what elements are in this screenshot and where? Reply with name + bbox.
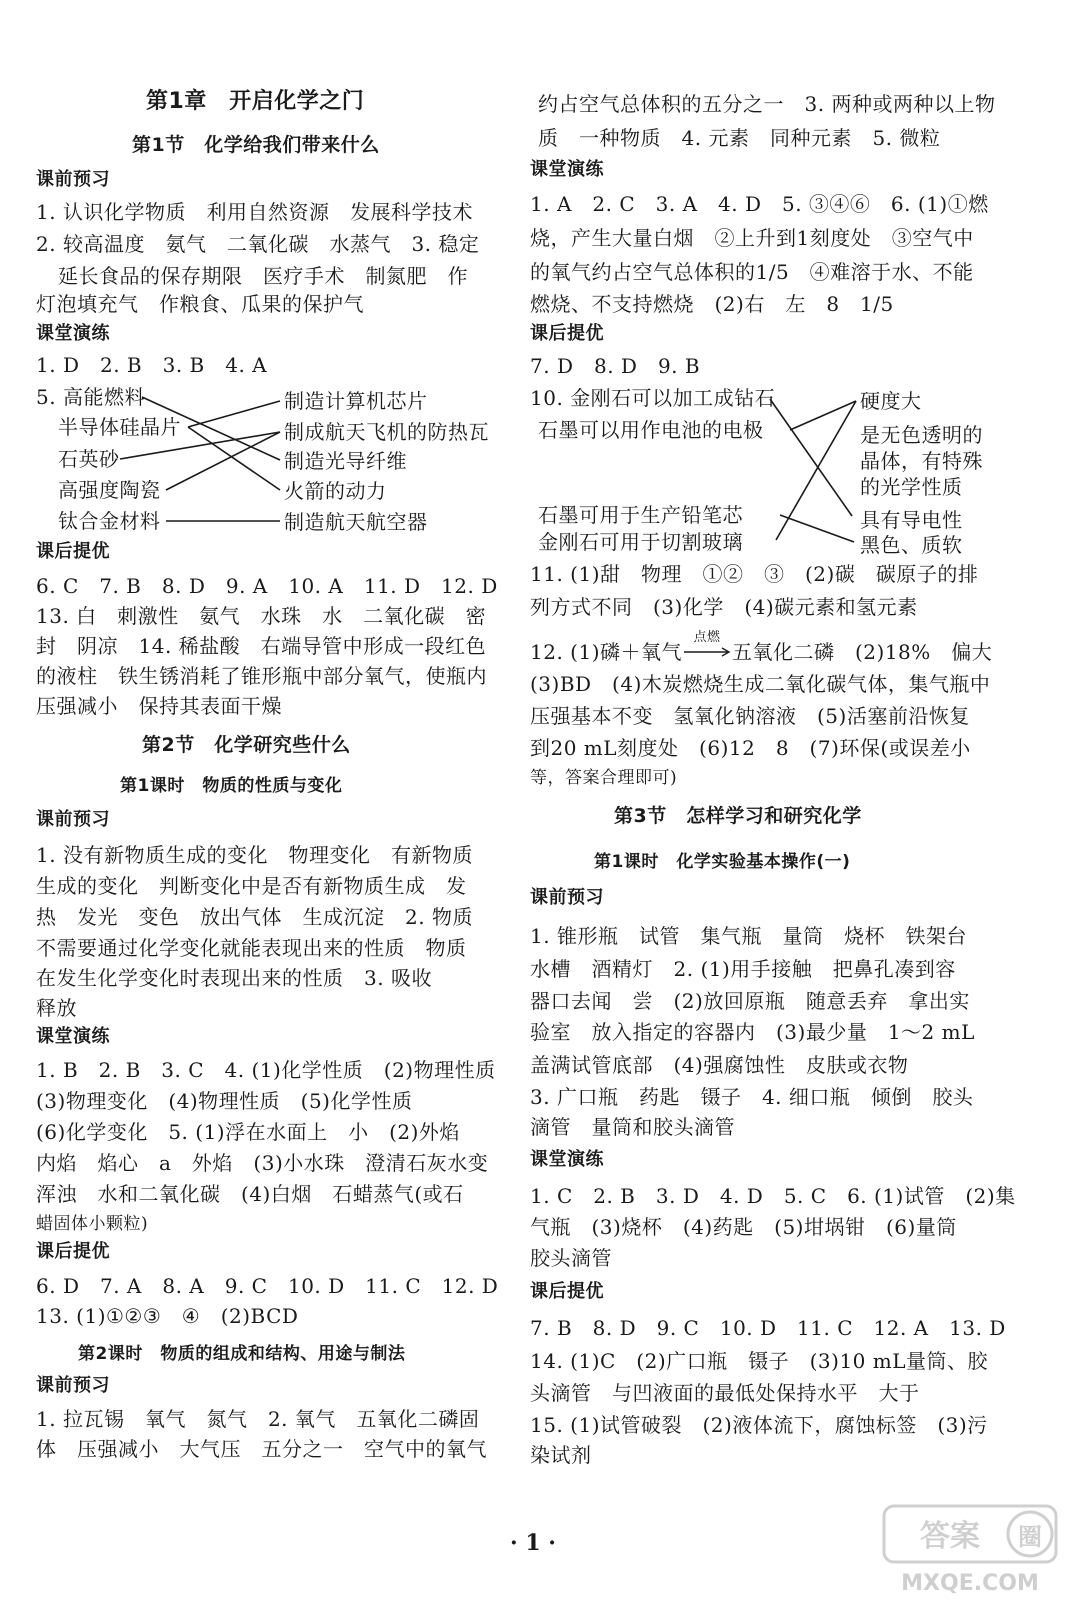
answer-line: 1. C 2. B 3. D 4. D 5. C 6. (1)试管 (2)集 [530, 1184, 1016, 1208]
answer-line: 压强基本不变 氢氧化钠溶液 (5)活塞前沿恢复 [530, 704, 970, 728]
match-right-item: 火箭的动力 [284, 479, 387, 503]
match-right-item: 的光学性质 [860, 475, 963, 499]
answer-line: 验室 放入指定的容器内 (3)最少量 1～2 mL [530, 1020, 975, 1044]
page-number: · 1 · [510, 1530, 556, 1556]
section-label: 课堂演练 [36, 1026, 110, 1047]
match-right-item: 制成航天飞机的防热瓦 [284, 420, 489, 444]
section-label: 课前预习 [36, 169, 110, 190]
section-label: 课前预习 [530, 887, 604, 908]
answer-line: 体 压强减小 大气压 五分之一 空气中的氧气 [36, 1437, 487, 1461]
svg-text:答案: 答案 [920, 1519, 980, 1554]
equation-line [530, 630, 993, 664]
answer-line: 浑浊 水和二氧化碳 (4)白烟 石蜡蒸气(或石 [36, 1182, 464, 1206]
answer-line: 质 一种物质 4. 元素 同种元素 5. 微粒 [538, 126, 941, 150]
section-title: 第2节 化学研究些什么 [142, 734, 351, 756]
answer-line: 压强减小 保持其表面干燥 [36, 694, 282, 718]
section-title: 第3节 怎样学习和研究化学 [614, 805, 862, 827]
answer-line: (3)物理变化 (4)物理性质 (5)化学性质 [36, 1089, 413, 1113]
answer-line: 燃烧、不支持燃烧 (2)右 左 8 1/5 [530, 292, 894, 316]
match-line [770, 399, 852, 516]
section-label: 课前预习 [36, 809, 110, 830]
answer-line: 的液柱 铁生锈消耗了锥形瓶中部分氧气，使瓶内 [36, 664, 487, 688]
chapter-title: 第1章 开启化学之门 [146, 89, 365, 114]
answer-line: 等，答案合理即可) [530, 768, 678, 788]
answer-line: 释放 [36, 996, 77, 1020]
match-left-item: 石墨可以用作电池的电极 [538, 418, 764, 442]
answer-line: (6)化学变化 5. (1)浮在水面上 小 (2)外焰 [36, 1120, 460, 1144]
match-left-item: 金刚石可用于切割玻璃 [538, 530, 743, 554]
match-right-item: 制造光导纤维 [284, 449, 407, 473]
answer-line: 不需要通过化学变化就能表现出来的性质 物质 [36, 936, 467, 960]
answer-line: 到20 mL刻度处 (6)12 8 (7)环保(或误差小 [530, 736, 971, 760]
match-left-item: 钛合金材料 [58, 509, 161, 533]
answer-line: 染试剂 [530, 1443, 592, 1467]
svg-text:圈: 圈 [1018, 1523, 1042, 1551]
section-label: 课堂演练 [36, 323, 110, 344]
answer-line: 13. (1)①②③ ④ (2)BCD [36, 1304, 299, 1328]
match-left-item: 10. 金刚石可以加工成钻石 [530, 386, 776, 410]
match-line [776, 401, 856, 540]
match-left-item: 石墨可用于生产铅笔芯 [538, 503, 743, 527]
answer-line: 封 阴凉 14. 稀盐酸 右端导管中形成一段红色 [36, 634, 487, 658]
answer-line: 1. 没有新物质生成的变化 物理变化 有新物质 [36, 843, 473, 867]
answer-line: 6. D 7. A 8. A 9. C 10. D 11. C 12. D [36, 1274, 499, 1298]
answer-line: 热 发光 变色 放出气体 生成沉淀 2. 物质 [36, 905, 473, 929]
answer-line: 7. D 8. D 9. B [530, 354, 701, 378]
match-right-item: 制造航天航空器 [284, 510, 428, 534]
match-right-item: 硬度大 [860, 389, 922, 413]
answer-line: 盖满试管底部 (4)强腐蚀性 皮肤或衣物 [530, 1053, 909, 1077]
answer-line: 延长食品的保存期限 医疗手术 制氮肥 作 [58, 264, 468, 288]
answer-line: 列方式不同 (3)化学 (4)碳元素和氢元素 [530, 595, 918, 619]
section-label: 课后提优 [36, 1241, 110, 1262]
match-right-item: 是无色透明的 [860, 423, 983, 447]
section-label: 课前预习 [36, 1375, 110, 1396]
answer-line: 1. 锥形瓶 试管 集气瓶 量筒 烧杯 铁架台 [530, 924, 967, 948]
answer-line: 的氧气约占空气总体积的1/5 ④难溶于水、不能 [530, 260, 974, 284]
match-line [790, 401, 856, 430]
section-label: 课后提优 [530, 1281, 604, 1302]
answer-line: 1. D 2. B 3. B 4. A [36, 353, 268, 377]
answer-line: 1. 拉瓦锡 氧气 氮气 2. 氧气 五氧化二磷固 [36, 1407, 480, 1431]
equation-reactants: 12. (1)磷＋氧气 [530, 640, 682, 664]
match-line [166, 432, 280, 490]
match-right-item: 晶体，有特殊 [860, 449, 983, 473]
answer-line: 胶头滴管 [530, 1246, 612, 1270]
arrow-icon [682, 640, 732, 664]
section-label: 课后提优 [36, 541, 110, 562]
answer-line: (3)BD (4)木炭燃烧生成二氧化碳气体，集气瓶中 [530, 672, 991, 696]
match-right-item: 具有导电性 [860, 508, 963, 532]
answer-line: 11. (1)甜 物理 ①② ③ (2)碳 碳原子的排 [530, 562, 979, 586]
section-label: 课堂演练 [530, 1149, 604, 1170]
answer-line: 烧，产生大量白烟 ②上升到1刻度处 ③空气中 [530, 226, 974, 250]
match-left-item: 高强度陶瓷 [58, 478, 161, 502]
answer-line: 1. A 2. C 3. A 4. D 5. ③④⑥ 6. (1)①燃 [530, 192, 989, 216]
answer-line: 2. 较高温度 氨气 二氧化碳 水蒸气 3. 稳定 [36, 232, 480, 256]
match-line [188, 427, 280, 490]
lesson-title: 第1课时 化学实验基本操作(一) [594, 852, 851, 872]
match-right-item: 制造计算机芯片 [284, 389, 428, 413]
answer-line: 约占空气总体积的五分之一 3. 两种或两种以上物 [538, 92, 996, 116]
answer-line: 在发生化学变化时表现出来的性质 3. 吸收 [36, 966, 432, 990]
matching-lines [530, 0, 1000, 600]
answer-line: 水槽 酒精灯 2. (1)用手接触 把鼻孔凑到容 [530, 957, 956, 981]
section-title: 第1节 化学给我们带来什么 [132, 134, 380, 156]
svg-text:MXQE.COM: MXQE.COM [901, 1571, 1039, 1596]
match-left-item: 5. 高能燃料 [36, 385, 145, 409]
answer-line: 气瓶 (3)烧杯 (4)药匙 (5)坩埚钳 (6)量筒 [530, 1215, 957, 1239]
answer-line: 6. C 7. B 8. D 9. A 10. A 11. D 12. D [36, 574, 498, 598]
answer-line: 1. B 2. B 3. C 4. (1)化学性质 (2)物理性质 [36, 1058, 496, 1082]
answer-line: 蜡固体小颗粒) [36, 1214, 149, 1234]
match-right-item: 黑色、质软 [860, 533, 963, 557]
section-label: 课堂演练 [530, 159, 604, 180]
reaction-arrow [682, 630, 732, 664]
answer-line: 7. B 8. D 9. C 10. D 11. C 12. A 13. D [530, 1316, 1006, 1340]
watermark-logo [880, 1500, 1060, 1600]
answer-line: 头滴管 与凹液面的最低处保持水平 大于 [530, 1381, 920, 1405]
match-line [780, 515, 854, 542]
section-label: 课后提优 [530, 323, 604, 344]
match-left-item: 半导体硅晶片 [58, 415, 181, 439]
answer-line: 内焰 焰心 a 外焰 (3)小水珠 澄清石灰水变 [36, 1151, 489, 1175]
match-line [188, 401, 280, 427]
answer-line: 滴管 量筒和胶头滴管 [530, 1115, 735, 1139]
lesson-title: 第2课时 物质的组成和结构、用途与制法 [78, 1344, 406, 1364]
matching-lines [36, 0, 498, 600]
answer-line: 器口去闻 尝 (2)放回原瓶 随意丢弃 拿出实 [530, 989, 970, 1013]
match-left-item: 石英砂 [58, 447, 120, 471]
answer-line: 3. 广口瓶 药匙 镊子 4. 细口瓶 倾倒 胶头 [530, 1085, 974, 1109]
answer-line: 15. (1)试管破裂 (2)液体流下，腐蚀标签 (3)污 [530, 1413, 988, 1437]
reaction-condition: 点燃 [693, 630, 721, 645]
equation-products: 五氧化二磷 (2)18% 偏大 [732, 640, 993, 664]
answer-line: 14. (1)C (2)广口瓶 镊子 (3)10 mL量筒、胶 [530, 1349, 989, 1373]
answer-line: 生成的变化 判断变化中是否有新物质生成 发 [36, 874, 467, 898]
answer-line: 1. 认识化学物质 利用自然资源 发展科学技术 [36, 200, 473, 224]
answer-line: 灯泡填充气 作粮食、瓜果的保护气 [36, 292, 364, 316]
answer-line: 13. 白 刺激性 氨气 水珠 水 二氧化碳 密 [36, 604, 487, 628]
lesson-title: 第1课时 物质的性质与变化 [120, 776, 343, 796]
